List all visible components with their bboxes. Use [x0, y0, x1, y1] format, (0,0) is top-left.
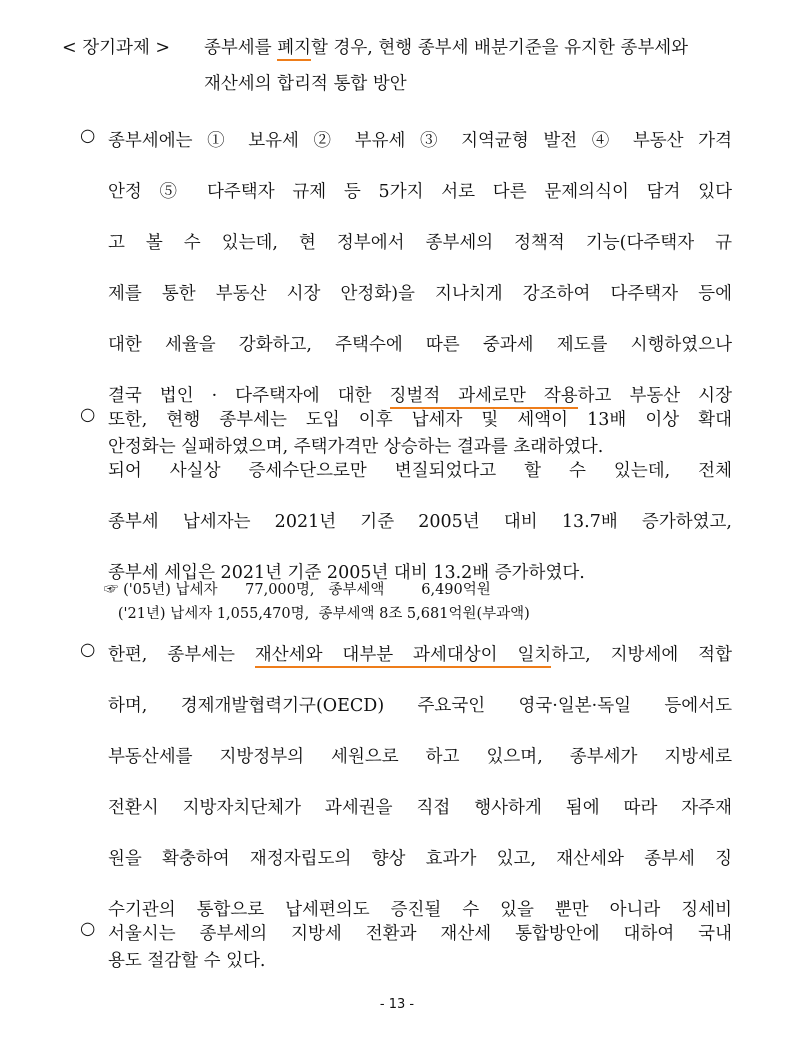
p3-line: 수기관의 통합으로 납세편의도 증진될 수 있을 뿐만 아니라 징세비 [108, 900, 732, 920]
p1-line: 대한 세율을 강화하고, 주택수에 따른 중과세 제도를 시행하였으나 [108, 335, 732, 355]
p3-line: 하며, 경제개발협력기구(OECD) 주요국인 영국·일본·독일 등에서도 [108, 696, 732, 716]
bullet-circle-icon: ○ [80, 640, 96, 660]
p3-l1-post: 하고, 지방세에 적합 [551, 645, 732, 665]
p3-line [108, 640, 732, 691]
header-line-1 [62, 30, 688, 66]
p1-highlight: 징벌적 과세로만 작용 [390, 386, 578, 409]
p1-line: 안정 ⑤ 다주택자 규제 등 5가지 서로 다른 문제의식이 담겨 있다 [108, 182, 732, 202]
header-title-pre: 종부세를 [204, 38, 278, 58]
p1-l6-pre: 결국 법인 · 다주택자에 대한 [108, 386, 390, 406]
p1-line: 제를 통한 부동산 시장 안정화)을 지나치게 강조하여 다주택자 등에 [108, 284, 732, 304]
p3-highlight: 재산세와 대부분 과세대상이 일치 [255, 645, 551, 668]
long-term-task-tag: < 장기과제 > [62, 38, 171, 58]
bullet-circle-icon: ○ [80, 405, 96, 425]
bullet-circle-icon: ○ [80, 126, 96, 146]
note-line-1: ☞ ('05년) 납세자 77,000명, 종부세액 6,490억원 [104, 582, 491, 598]
bullet-circle-icon: ○ [80, 919, 96, 939]
p3-l1-pre: 한편, 종부세는 [108, 645, 255, 665]
p3-line: 용도 절감할 수 있다. [108, 951, 266, 971]
p2-line: 또한, 현행 종부세는 도입 이후 납세자 및 세액이 13배 이상 확대 [108, 410, 732, 430]
p3-line: 원을 확충하여 재정자립도의 향상 효과가 있고, 재산세와 종부세 징 [108, 849, 732, 869]
note-line-2: ('21년) 납세자 1,055,470명, 종부세액 8조 5,681억원(부과액) [104, 606, 530, 622]
p2-line: 종부세 세입은 2021년 기준 2005년 대비 13.2배 증가하였다. [108, 563, 585, 583]
p2-line: 되어 사실상 증세수단으로만 변질되었다고 할 수 있는데, 전체 [108, 461, 732, 481]
p3-line: 전환시 지방자치단체가 과세권을 직접 행사하게 됨에 따라 자주재 [108, 798, 732, 818]
header-title-post: 할 경우, 현행 종부세 배분기준을 유지한 종부세와 [311, 38, 689, 58]
p3-line: 부동산세를 지방정부의 세원으로 하고 있으며, 종부세가 지방세로 [108, 747, 732, 767]
p4-line: 서울시는 종부세의 지방세 전환과 재산세 통합방안에 대하여 국내 [108, 924, 732, 944]
header-title-highlight: 폐지 [277, 38, 311, 61]
p1-line: 고 볼 수 있는데, 현 정부에서 종부세의 정책적 기능(다주택자 규 [108, 233, 732, 253]
p1-line: 안정화는 실패하였으며, 주택가격만 상승하는 결과를 초래하였다. [108, 437, 604, 457]
header-line-2: 재산세의 합리적 통합 방안 [204, 74, 407, 94]
p1-line: 종부세에는 ① 보유세 ② 부유세 ③ 지역균형 발전 ④ 부동산 가격 [108, 131, 732, 151]
p2-line: 종부세 납세자는 2021년 기준 2005년 대비 13.7배 증가하였고, [108, 512, 732, 532]
p1-l6-post: 하고 부동산 시장 [577, 386, 732, 406]
page-number: - 13 - [379, 997, 415, 1012]
